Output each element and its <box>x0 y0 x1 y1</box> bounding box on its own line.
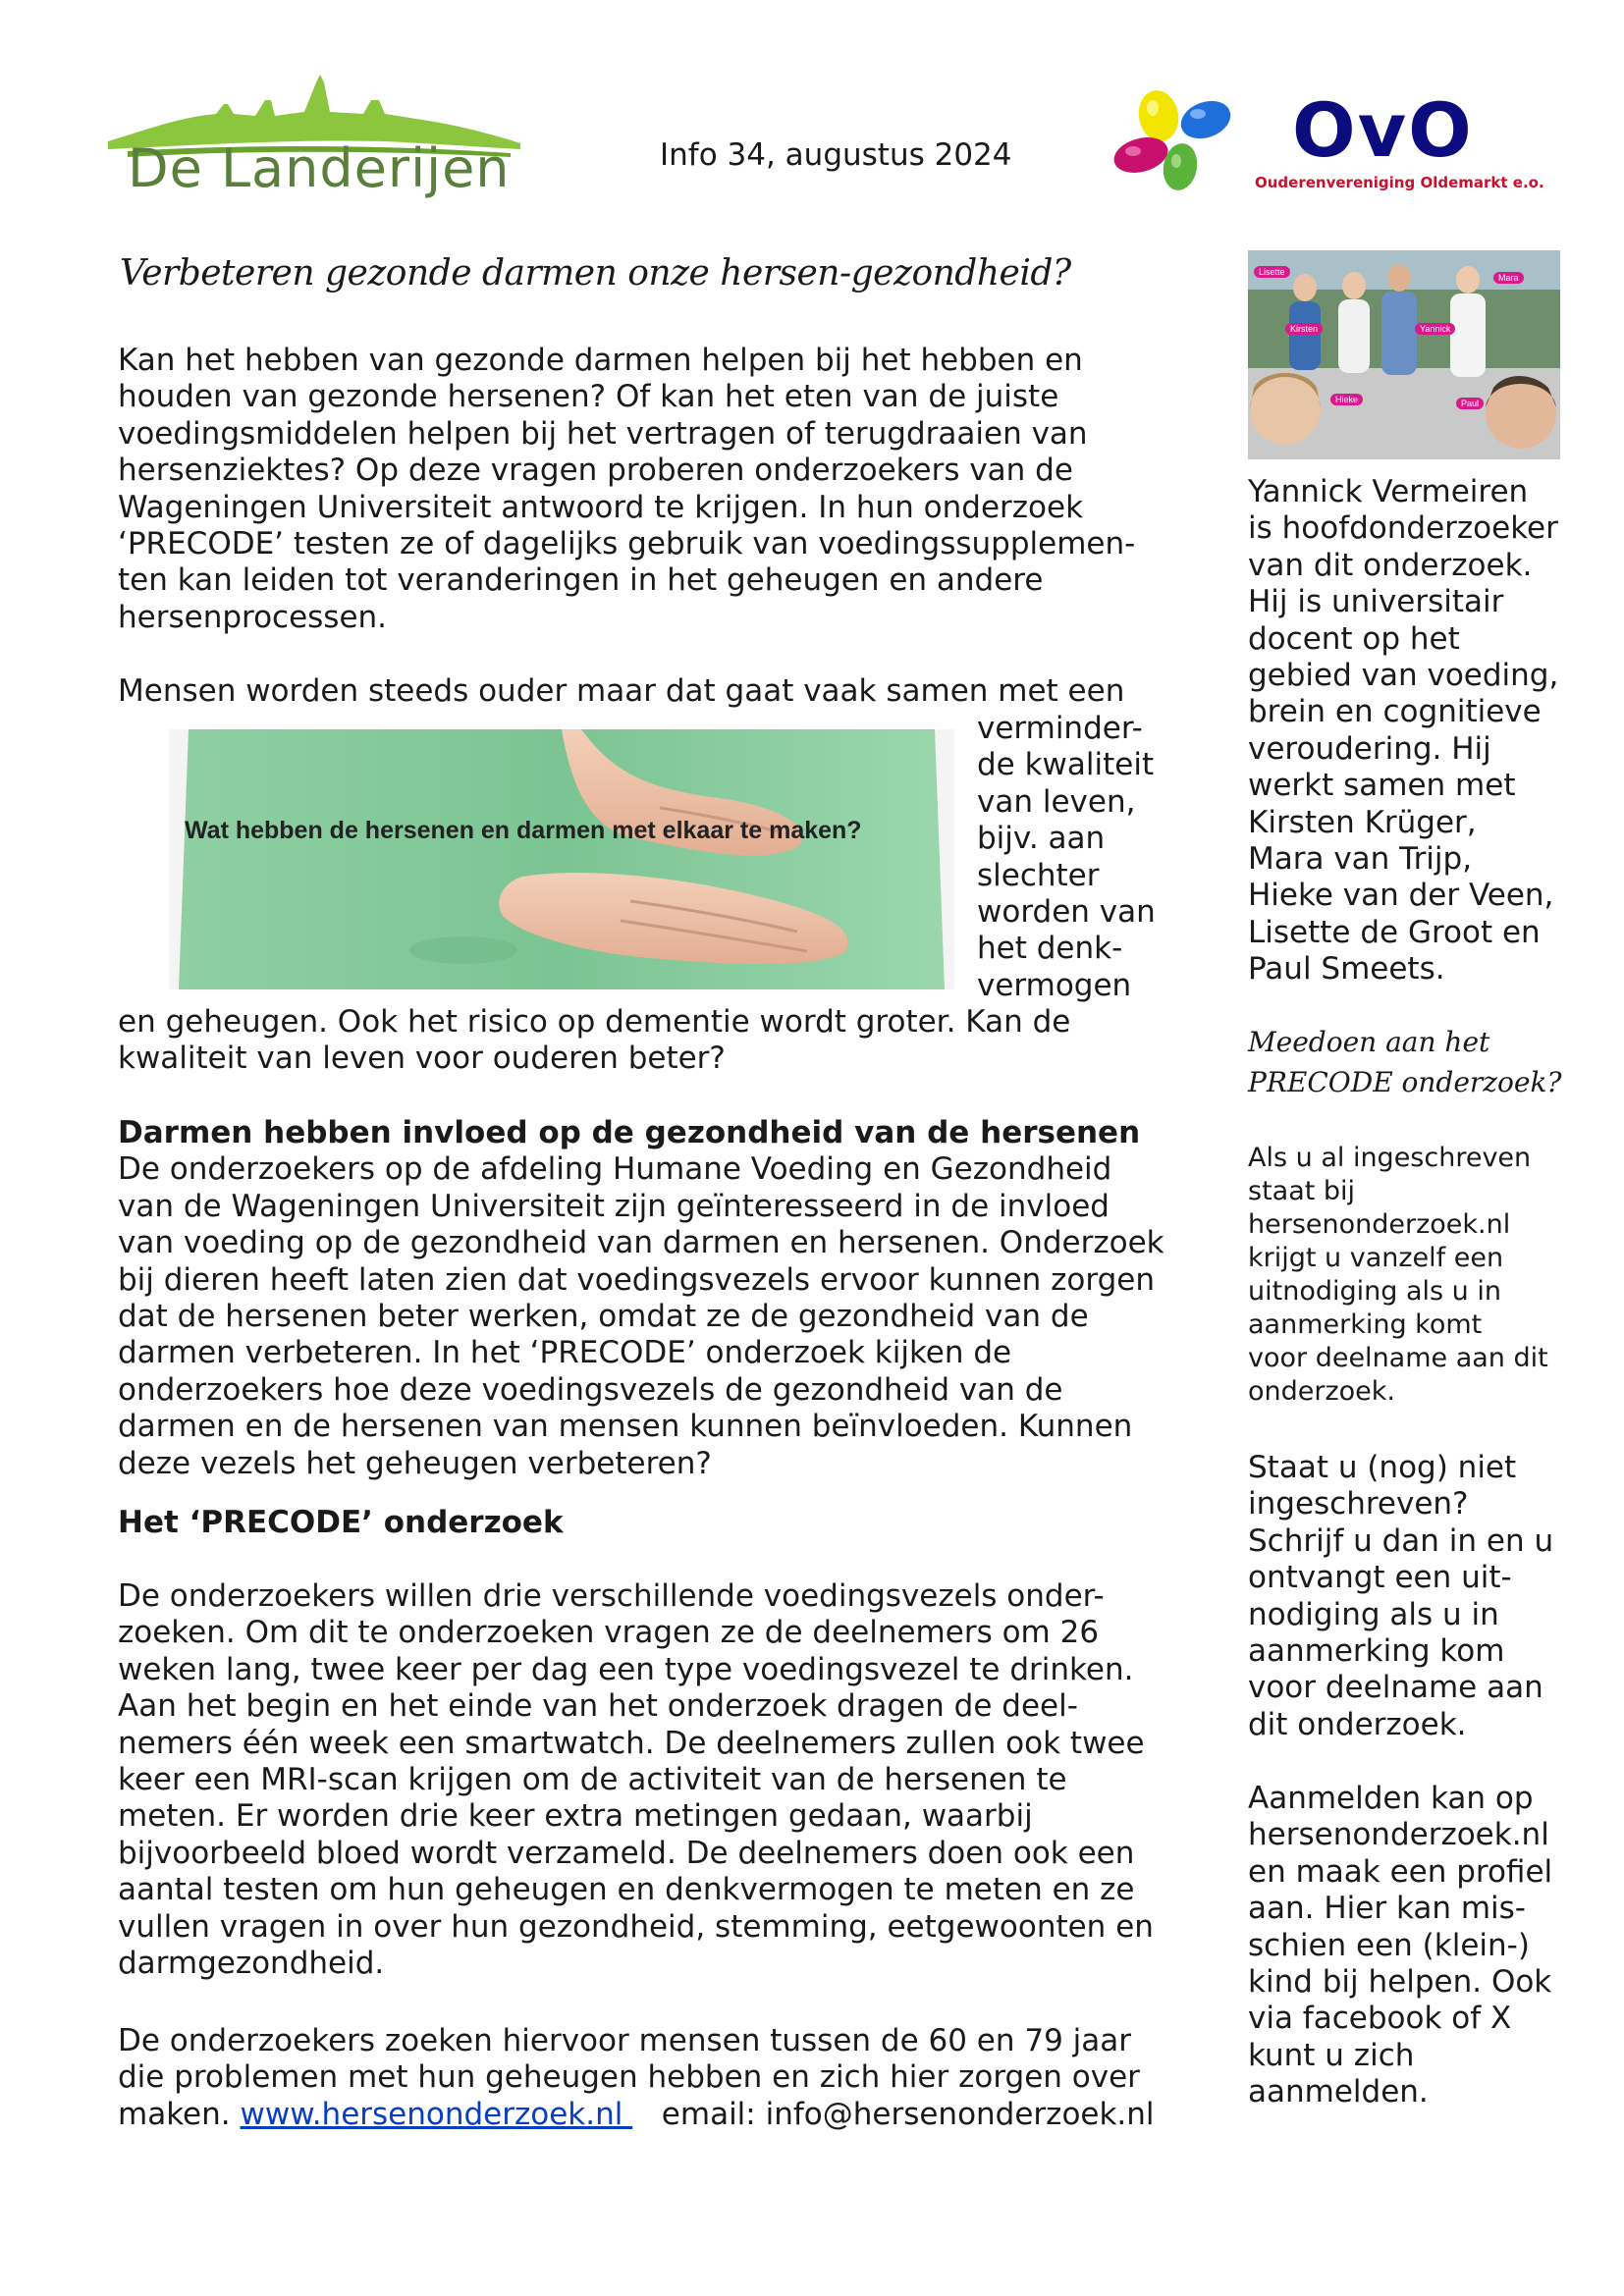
aging-paragraph-wrap <box>977 711 1156 1004</box>
text-line: via facebook of X <box>1248 2001 1512 2037</box>
article-title: Verbeteren gezonde darmen onze hersen-gezondheid? <box>120 253 1071 294</box>
text-line: krijgt u vanzelf een <box>1248 1243 1504 1273</box>
text-line: Mara van Trijp, <box>1248 840 1473 877</box>
aging-paragraph-first-line: Mensen worden steeds ouder maar dat gaat vaak samen met een <box>118 673 1125 709</box>
text-line: die problemen met hun geheugen hebben en zich hier zorgen over <box>118 2059 1140 2096</box>
text-line: kwaliteit van leven voor ouderen beter? <box>118 1041 726 1077</box>
text-line: meten. Er worden drie keer extra metingen gedaan, waarbij <box>118 1798 1033 1835</box>
image-caption: Wat hebben de hersenen en darmen met elkaar te maken? <box>185 817 862 844</box>
text-line: werkt samen met <box>1248 768 1516 804</box>
text-line: nemers één week een smartwatch. De deelnemers zullen ook twee <box>118 1725 1145 1761</box>
text-line: aan. Hier kan mis- <box>1248 1891 1526 1927</box>
text-line: voor deelname aan dit <box>1248 1343 1548 1373</box>
photo-tag: Paul <box>1456 398 1484 409</box>
issue-info: Info 34, augustus 2024 <box>660 137 1012 173</box>
text-line: docent op het <box>1248 620 1460 657</box>
text-line: vermogen <box>977 967 1132 1003</box>
text-line: darmgezondheid. <box>118 1945 385 1981</box>
text-line: van dit onderzoek. <box>1248 547 1533 583</box>
section-gut-brain <box>118 1115 1164 1482</box>
text-line: houden van gezonde hersenen? Of kan het eten van de juiste <box>118 379 1059 415</box>
text-line: Yannick Vermeiren <box>1248 474 1529 509</box>
text-line: De onderzoekers willen drie verschillende voedingsvezels onder- <box>118 1578 1105 1614</box>
photo-tag: Kirsten <box>1285 323 1323 335</box>
section-precode-body <box>118 1578 1154 1982</box>
text-line: kind bij helpen. Ook <box>1248 1963 1552 2000</box>
text-line: verminder- <box>977 711 1143 746</box>
text-line: hersenprocessen. <box>118 599 388 635</box>
text-line: vullen vragen in over hun gezondheid, stemming, eetgewoonten en <box>118 1908 1154 1945</box>
text-line: Als u al ingeschreven <box>1248 1143 1532 1173</box>
text-line: onderzoekers hoe deze voedingsvezels de gezondheid van de <box>118 1371 1063 1408</box>
text-line-with-link <box>118 2097 1155 2133</box>
text-line: deze vezels het geheugen verbeteren? <box>118 1445 712 1481</box>
text-line: bij dieren heeft laten zien dat voedingsvezels ervoor kunnen zorgen <box>118 1261 1155 1298</box>
not-registered-text <box>1248 1450 1553 1743</box>
text-line: voedingsmiddelen helpen bij het vertragen of terugdraaien van <box>118 415 1088 452</box>
text-line: aanmerking kom <box>1248 1632 1505 1669</box>
landerijen-logo-text: De Landerijen <box>128 137 511 199</box>
text-line: dat de hersenen beter werken, omdat ze de gezondheid van de <box>118 1298 1089 1334</box>
text-line: weken lang, twee keer per dag een type voedingsvezel te drinken. <box>118 1651 1134 1687</box>
text-line: Aanmelden kan op <box>1248 1781 1534 1816</box>
text-line: aanmelden. <box>1248 2074 1429 2110</box>
intro-paragraph <box>118 343 1135 636</box>
section-precode-heading-wrap <box>118 1505 564 1541</box>
text-line: zoeken. Om dit te onderzoeken vragen ze de deelnemers om 26 <box>118 1615 1100 1651</box>
text-fragment: maken. <box>118 2096 241 2132</box>
text-line: Aan het begin en het einde van het onderzoek dragen de deel- <box>118 1688 1078 1725</box>
text-line: is hoofdonderzoeker <box>1248 510 1558 547</box>
text-line: Kirsten Krüger, <box>1248 804 1477 840</box>
ovo-logo-title: OvO <box>1292 86 1474 174</box>
text-line: aanmerking komt <box>1248 1309 1483 1340</box>
research-team-photo <box>1248 250 1560 459</box>
text-line: en geheugen. Ook het risico op dementie wordt groter. Kan de <box>118 1004 1071 1040</box>
signup-instructions <box>1248 1781 1552 2111</box>
text-line: Hij is universitair <box>1248 584 1504 620</box>
text-line: nodiging als u in <box>1248 1596 1499 1632</box>
text-line: staat bij <box>1248 1176 1356 1206</box>
text-line: Kan het hebben van gezonde darmen helpen bij het hebben en <box>118 343 1083 378</box>
already-registered-text <box>1248 1142 1548 1409</box>
ovo-logo-subtitle: Ouderenvereniging Oldemarkt e.o. <box>1255 174 1544 191</box>
text-line: en maak een profiel <box>1248 1853 1553 1890</box>
text-line: ingeschreven? <box>1248 1486 1469 1522</box>
text-line: Paul Smeets. <box>1248 951 1445 988</box>
text-line: de kwaliteit <box>977 747 1155 783</box>
aging-paragraph-end <box>118 1004 1070 1078</box>
email-text: email: info@hersenonderzoek.nl <box>632 2096 1155 2132</box>
hersenonderzoek-link[interactable]: www.hersenonderzoek.nl <box>240 2096 633 2132</box>
text-line: Staat u (nog) niet <box>1248 1450 1517 1485</box>
section-heading: Darmen hebben invloed op de gezondheid van de hersenen <box>118 1115 1141 1150</box>
text-line: PRECODE onderzoek? <box>1248 1066 1562 1098</box>
text-line: darmen verbeteren. In het ‘PRECODE’ onderzoek kijken de <box>118 1335 1012 1371</box>
participate-question <box>1248 1022 1561 1102</box>
text-line: keer een MRI-scan krijgen om de activiteit van de hersenen te <box>118 1761 1067 1797</box>
text-line: slechter <box>977 857 1100 893</box>
text-line: bijvoorbeeld bloed wordt verzameld. De deelnemers doen ook een <box>118 1835 1135 1871</box>
text-line: hersenziektes? Op deze vragen proberen onderzoekers van de <box>118 453 1073 489</box>
researcher-bio <box>1248 474 1558 988</box>
text-line: van voeding op de gezondheid van darmen en hersenen. Onderzoek <box>118 1225 1164 1261</box>
text-line: aantal testen om hun geheugen en denkvermogen te meten en ze <box>118 1872 1135 1908</box>
text-line: Wageningen Universiteit antwoord te krijgen. In hun onderzoek <box>118 489 1084 525</box>
text-line: voor deelname aan <box>1248 1670 1543 1706</box>
text-line: schien een (klein-) <box>1248 1927 1530 1963</box>
photo-tag: Hieke <box>1330 394 1363 405</box>
text-line: darmen en de hersenen van mensen kunnen beïnvloeden. Kunnen <box>118 1409 1133 1445</box>
closing-paragraph <box>118 2023 1155 2133</box>
text-line: De onderzoekers zoeken hiervoor mensen tussen de 60 en 79 jaar <box>118 2023 1132 2058</box>
text-line: worden van <box>977 893 1156 930</box>
text-line: dit onderzoek. <box>1248 1706 1467 1742</box>
text-line: ten kan leiden tot veranderingen in het geheugen en andere <box>118 562 1044 599</box>
text-line: veroudering. Hij <box>1248 730 1491 767</box>
section-heading: Het ‘PRECODE’ onderzoek <box>118 1505 564 1540</box>
photo-tag: Mara <box>1493 272 1524 284</box>
text-line: Hieke van der Veen, <box>1248 878 1554 914</box>
belly-illustration <box>169 729 954 989</box>
text-line: van leven, <box>977 783 1136 820</box>
text-line: Schrijf u dan in en u <box>1248 1522 1554 1559</box>
text-line: gebied van voeding, <box>1248 657 1559 693</box>
text-line: ontvangt een uit- <box>1248 1560 1512 1596</box>
belly-photo <box>169 729 954 989</box>
text-line: van de Wageningen Universiteit zijn geïnteresseerd in de invloed <box>118 1188 1110 1224</box>
text-line: Meedoen aan het <box>1248 1026 1490 1058</box>
text-line: ‘PRECODE’ testen ze of dagelijks gebruik van voedingssupplemen- <box>118 525 1136 561</box>
text-line: hersenonderzoek.nl <box>1248 1209 1511 1240</box>
ovo-flower-logo <box>1108 79 1250 196</box>
text-line: onderzoek. <box>1248 1376 1396 1407</box>
text-line: brein en cognitieve <box>1248 694 1542 730</box>
text-line: bijv. aan <box>977 821 1106 857</box>
text-line: hersenonderzoek.nl <box>1248 1817 1549 1853</box>
photo-tag: Lisette <box>1254 266 1290 278</box>
text-line: uitnodiging als u in <box>1248 1276 1501 1307</box>
text-line: kunt u zich <box>1248 2037 1415 2073</box>
text-line: het denk- <box>977 931 1123 967</box>
text-line: De onderzoekers op de afdeling Humane Voeding en Gezondheid <box>118 1151 1112 1188</box>
text-line: Lisette de Groot en <box>1248 914 1541 950</box>
photo-tag: Yannick <box>1415 323 1455 335</box>
